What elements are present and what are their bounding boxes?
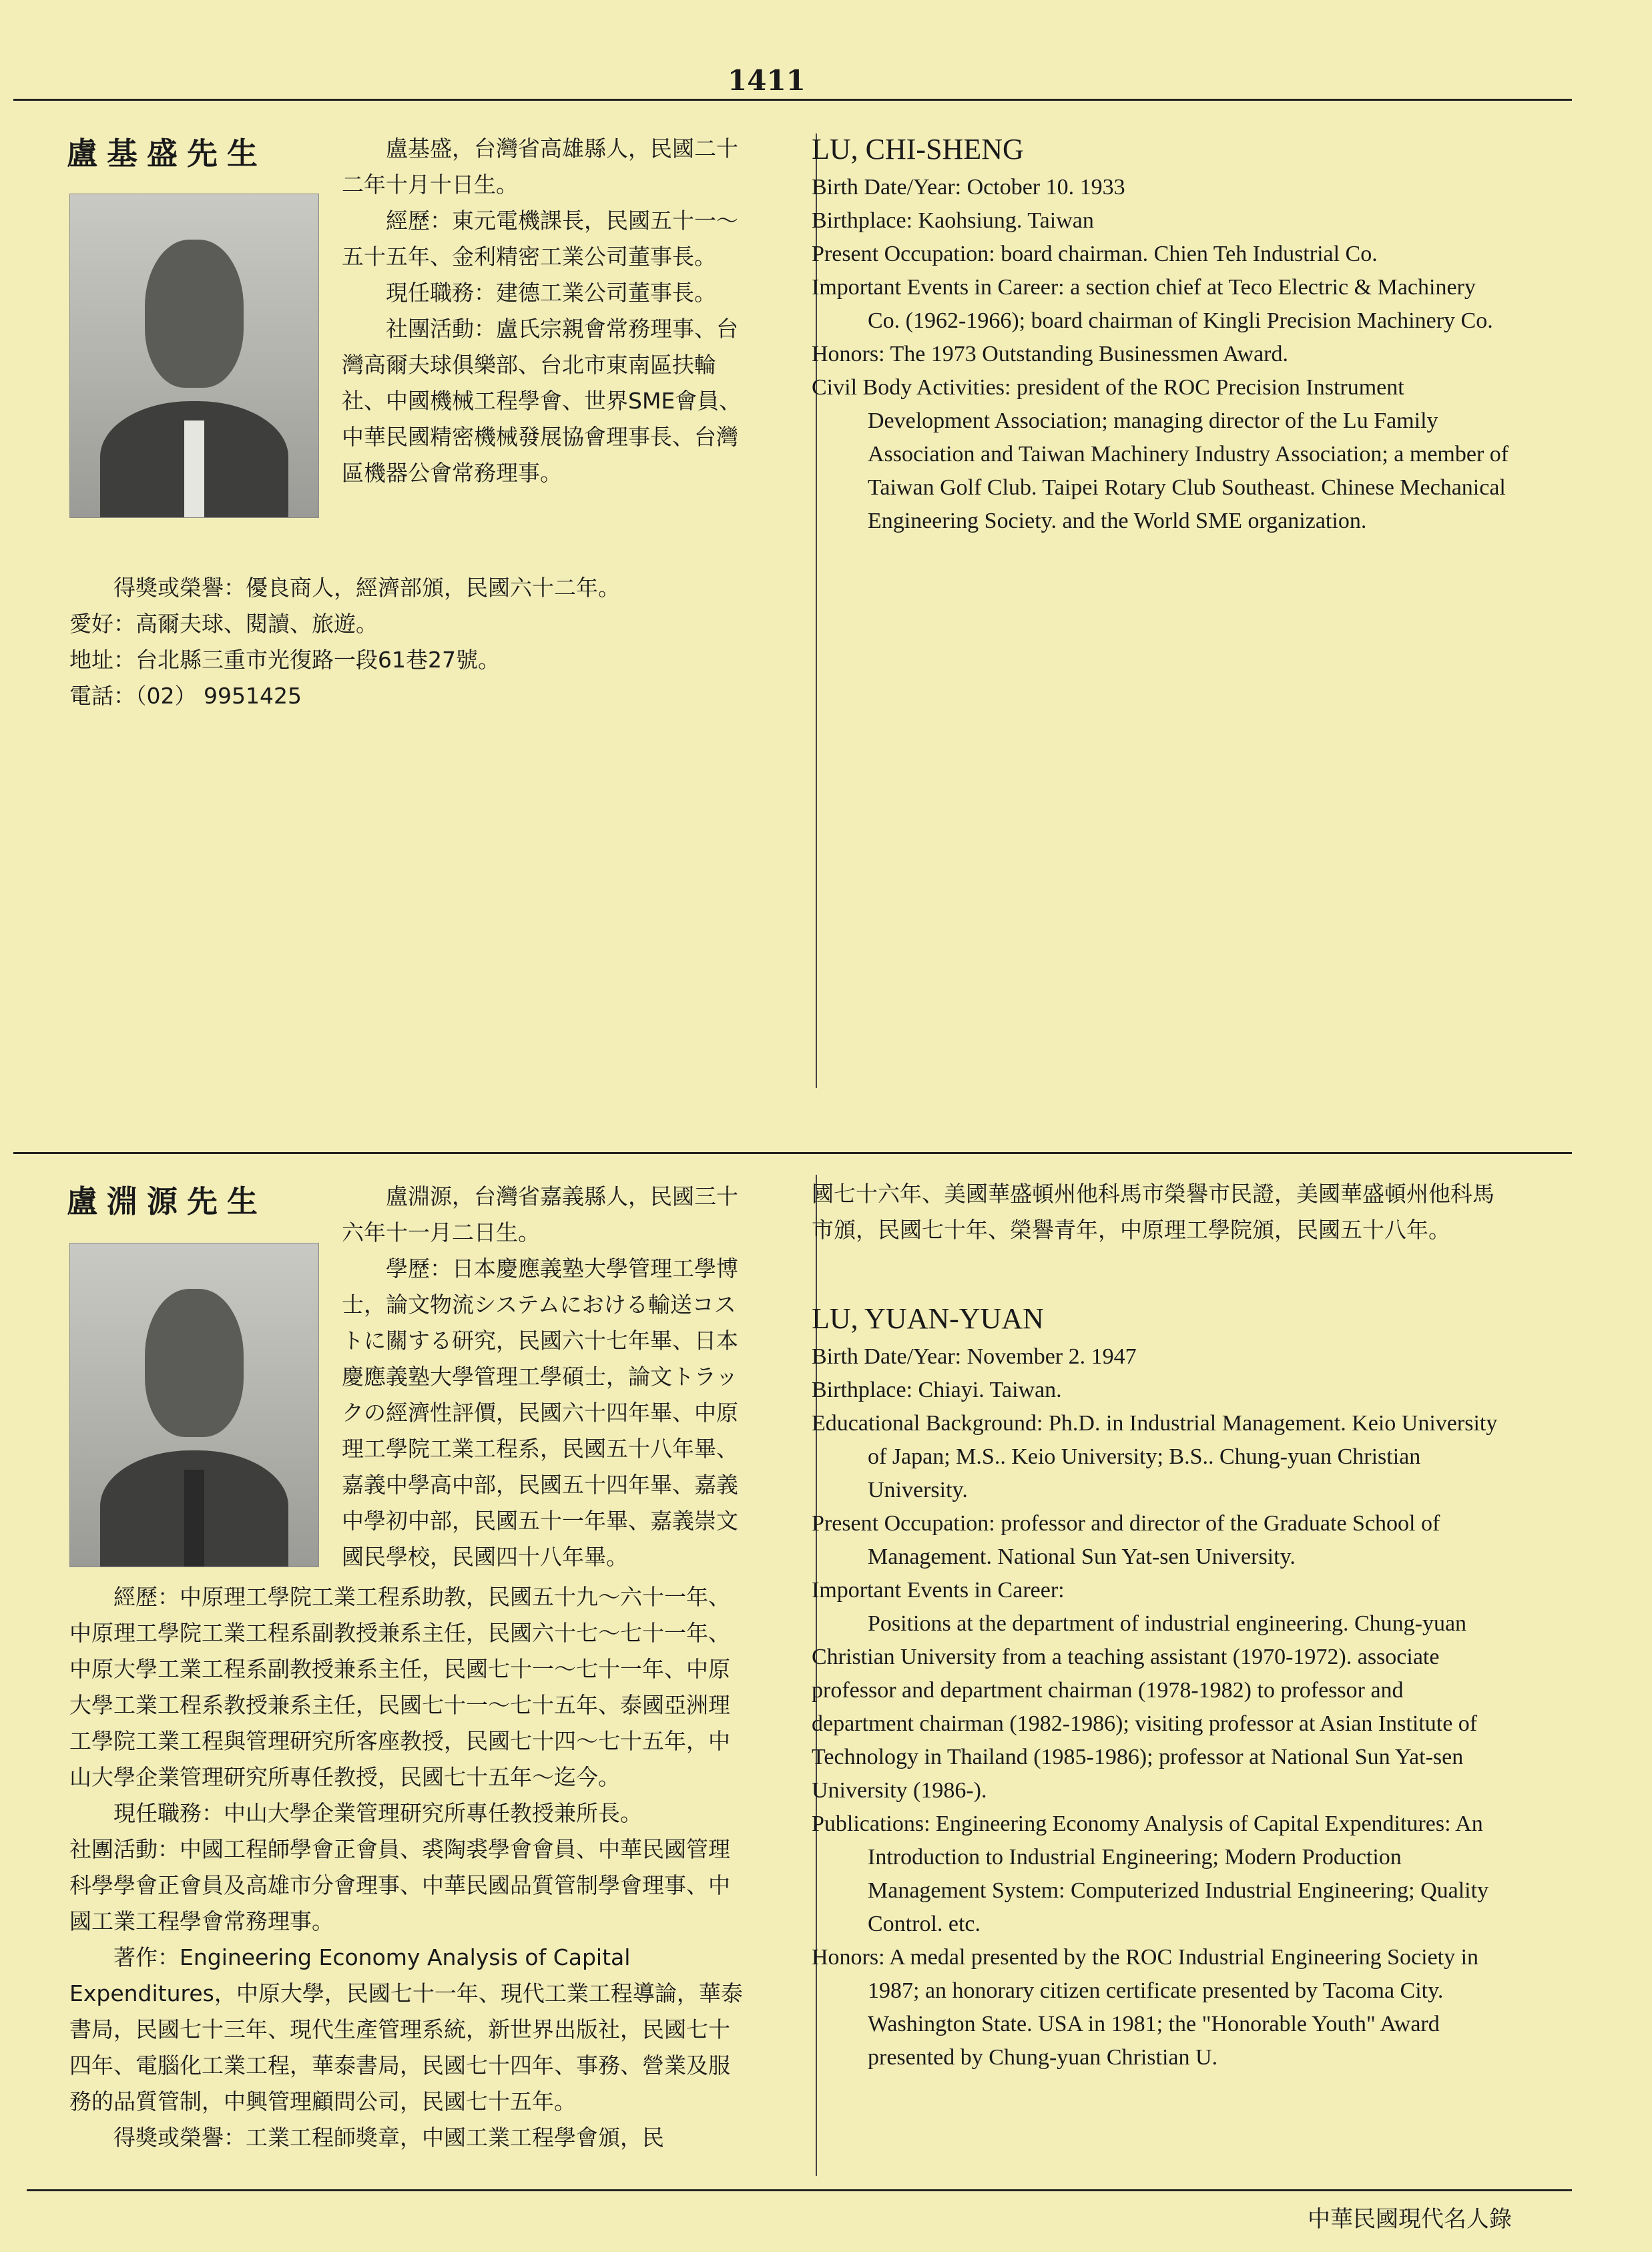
- entry2-zh-name: 盧淵源先生: [67, 1183, 267, 1219]
- entry2-en-name: LU, YUAN-YUAN: [812, 1302, 1044, 1335]
- entry2-zh-line: 得獎或榮譽：工業工程師獎章，中國工業工程學會頒，民: [113, 2125, 664, 2151]
- entry1-zh-line: 盧基盛，台灣省高雄縣人，民國二十二年十月十日生。: [342, 135, 738, 198]
- page-number: 1411: [728, 64, 806, 97]
- entry2-zh-line: 著作：Engineering Economy Analysis of Capital Expenditures，中原大學，民國七十一年、現代工業工程導論，華泰書局，民國七十三年、現代生產管理系統，新世界出版社，民國七十四年、電腦化工業工程，華泰書局，民國七十四年、事務、營業及服務的品質管制，中興管理顧問公司，民國七十五年。: [69, 1944, 743, 2115]
- entry1-portrait: [69, 194, 319, 518]
- entry2-en-field: Educational Background: Ph.D. in Industrial Management. Keio University of Japan; M.S.. Keio University; B.S.. Chung-yuan Christian University.: [812, 1411, 1498, 1502]
- entry2-en-field: Publications: Engineering Economy Analysis of Capital Expenditures: An Introduction to Industrial Engineering; Modern Production Management System: Computerized Industrial Engineering; Quality Control. etc.: [812, 1811, 1489, 1936]
- entry1-zh-line: 社團活動：盧氏宗親會常務理事、台灣高爾夫球俱樂部、台北市東南區扶輪社、中國機械工程學會、世界SME會員、中華民國精密機械發展協會理事長、台灣區機器公會常務理事。: [342, 316, 742, 486]
- entry2-en-field: Present Occupation: professor and director of the Graduate School of Management. National Sun Yat-sen University.: [812, 1511, 1440, 1569]
- entry1-zh-more: [69, 570, 745, 714]
- entry2-zh-line: 國七十六年、美國華盛頓州他科馬市榮譽市民證，美國華盛頓州他科馬市頒，民國七十年、榮譽青年，中原理工學院頒，民國五十八年。: [812, 1181, 1494, 1243]
- entry1-en-field: Birthplace: Kaohsiung. Taiwan: [812, 208, 1094, 233]
- entry2-en-fields: [812, 1340, 1509, 2074]
- entry1-en-field: Civil Body Activities: president of the ROC Precision Instrument Development Association; managing director of the Lu Family Association and Taiwan Machinery Industry Association; a member of Taiwan Golf Club. Taipei Rotary Club Southeast. Chinese Mechanical Engineering Society. and the World SME organization.: [812, 375, 1509, 533]
- entry1-en-name: LU, CHI-SHENG: [812, 133, 1024, 166]
- entry1-zh-intro: [342, 131, 745, 491]
- entry1-en-field: Honors: The 1973 Outstanding Businessmen Award.: [812, 342, 1288, 366]
- entry1-zh-line: 愛好：高爾夫球、閱讀、旅遊。: [69, 611, 378, 637]
- entry1-en-field: Birth Date/Year: October 10. 1933: [812, 175, 1125, 200]
- entry2-zh-line: 經歷：中原理工學院工業工程系助教，民國五十九～六十一年、中原理工學院工業工程系副教授兼系主任，民國六十七～七十一年、中原大學工業工程系副教授兼系主任，民國七十一～七十一年、中原大學工業工程系教授兼系主任，民國七十一～七十五年、泰國亞洲理工學院工業工程與管理研究所客座教授，民國七十四～七十五年，中山大學企業管理研究所專任教授，民國七十五年～迄今。: [69, 1584, 730, 1790]
- entry2-zh-continued: [812, 1176, 1509, 1248]
- entry2-zh-line: 現任職務：中山大學企業管理研究所專任教授兼所長。: [113, 1800, 642, 1826]
- entry2-zh-intro: [342, 1179, 745, 1575]
- entry1-zh-line: 經歷：東元電機課長，民國五十一～五十五年、金利精密工業公司董事長。: [342, 208, 738, 270]
- entry2-zh-line: 社團活動：中國工程師學會正會員、裘陶裘學會會員、中華民國管理科學學會正會員及高雄市分會理事、中華民國品質管制學會理事、中國工業工程學會常務理事。: [69, 1836, 730, 1934]
- entry2-en-paragraph: Positions at the department of industrial engineering. Chung-yuan Christian University from a teaching assistant (1970-1972). associate professor and department chairman (1978-1982) to professor and department chairman (1982-1986); visiting professor at Asian Institute of Technology in Thailand (1985-1986); professor at National Sun Yat-sen University (1986-).: [812, 1611, 1478, 1803]
- entry2-portrait: [69, 1243, 319, 1567]
- entry2-zh-line: 盧淵源，台灣省嘉義縣人，民國三十六年十一月二日生。: [342, 1183, 738, 1245]
- footer-title: 中華民國現代名人錄: [1308, 2206, 1512, 2233]
- top-rule: [13, 99, 1572, 101]
- entry1-en-field: Present Occupation: board chairman. Chien Teh Industrial Co.: [812, 242, 1378, 266]
- entry2-zh-line: 學歷：日本慶應義塾大學管理工學博士，論文物流システムにおける輸送コストに關する研究，民國六十七年畢、日本慶應義塾大學管理工學碩士，論文トラックの經濟性評價，民國六十四年畢、中原理工學院工業工程系，民國五十八年畢、嘉義中學高中部，民國五十四年畢、嘉義中學初中部，民國五十一年畢、嘉義崇文國民學校，民國四十八年畢。: [342, 1255, 738, 1570]
- entry2-en-field: Honors: A medal presented by the ROC Industrial Engineering Society in 1987; an honorary citizen certificate presented by Tacoma City. Washington State. USA in 1981; the "Honorable Youth" Award presented by Chung-yuan Christian U.: [812, 1945, 1479, 2070]
- entry2-en-field: Important Events in Career:: [812, 1578, 1065, 1603]
- entry1-zh-line: 地址：台北縣三重市光復路一段61巷27號。: [69, 647, 500, 673]
- entry1-zh-line: 電話：（02） 9951425: [69, 683, 302, 709]
- entry2-en-field: Birthplace: Chiayi. Taiwan.: [812, 1378, 1062, 1402]
- entry1-en-fields: [812, 171, 1509, 538]
- section-rule: [13, 1152, 1572, 1154]
- entry1-zh-line: 現任職務：建德工業公司董事長。: [386, 280, 716, 306]
- entry2-zh-more: [69, 1579, 745, 2156]
- entry1-zh-line: 得獎或榮譽：優良商人，經濟部頒，民國六十二年。: [113, 575, 620, 601]
- entry1-en-field: Important Events in Career: a section chief at Teco Electric & Machinery Co. (1962-1966); board chairman of Kingli Precision Machinery Co.: [812, 275, 1493, 333]
- entry1-zh-name: 盧基盛先生: [67, 135, 267, 172]
- bottom-rule: [27, 2189, 1572, 2191]
- entry2-en-field: Birth Date/Year: November 2. 1947: [812, 1344, 1137, 1369]
